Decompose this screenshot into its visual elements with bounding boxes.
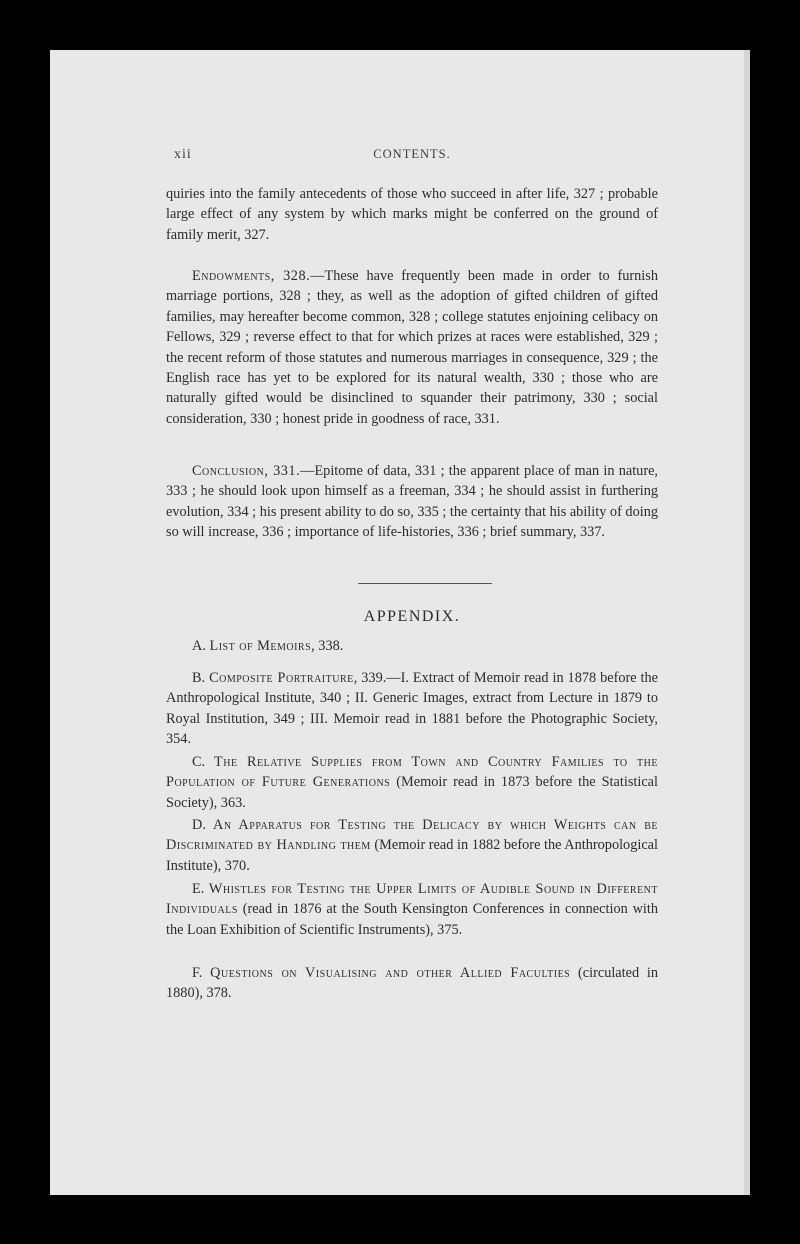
endowments-paragraph [166, 266, 658, 429]
appendix-entry-text [166, 668, 658, 750]
paragraph-continuation [166, 184, 658, 245]
appendix-entry-f [166, 963, 658, 1004]
appendix-entry-b [166, 668, 658, 750]
conclusion-heading: Conclusion, 331. [192, 463, 301, 479]
running-title: CONTENTS. [373, 147, 451, 161]
appendix-entry-text [166, 963, 658, 1004]
entry-title: The Relative Supplies from Town and Country Families to the Population of Future Generations [166, 754, 658, 791]
entry-letter: B. [192, 670, 206, 686]
entry-letter: E. [192, 881, 205, 897]
entry-letter: F. [192, 965, 203, 981]
appendix-entry-text [166, 815, 658, 876]
appendix-entry-text [166, 752, 658, 813]
page-number: xii [174, 147, 192, 162]
appendix-entry-c [166, 752, 658, 813]
endowments-heading: Endowments, 328. [192, 268, 311, 284]
entry-body: (Memoir read in 1882 before the Anthropological Institute), 370. [166, 837, 658, 874]
conclusion-body: —Epitome of data, 331 ; the apparent place of man in nature, 333 ; he should look upon himself as a freeman, 334 ; he should assist in furthering evolution, 334 ; his present ability to do so, 335 ; the certainty that his ability of doing so will increase, 336 ; importance of life-histories, 336 ; brief summary, 337. [166, 463, 659, 541]
paragraph-conclusion [166, 461, 658, 543]
entry-title: Questions on Visualising and other Allied Faculties [210, 965, 571, 981]
endowments-body: —These have frequently been made in order to furnish marriage portions, 328 ; they, as well as the adoption of gifted children of gifted families, may hereafter become common, 328 ; college statutes enjoining celibacy on Fellows, 329 ; reverse effect to that for which prizes at races were established, 329 ; the recent reform of those statutes and numerous marriages in consequence, 329 ; the English race has yet to be explored for its natural wealth, 330 ; those who are naturally gifted would be disinclined to squander their patrimony, 330 ; social consideration, 330 ; honest pride in goodness of race, 331. [166, 268, 658, 427]
appendix-entry-e [166, 879, 658, 940]
running-head [166, 147, 658, 167]
entry-title: List of Memoirs [209, 638, 312, 654]
entry-body: , 339.—I. Extract of Memoir read in 1878 before the Anthropological Institute, 340 ; II. Generic Images, extract from Lecture in 1879 to Royal Institution, 349 ; III. Memoir read in 1881 before the Photographic Society, 354. [166, 670, 659, 748]
appendix-heading: APPENDIX. [363, 608, 461, 625]
entry-body: , 338. [311, 638, 344, 654]
entry-letter: A. [192, 638, 206, 654]
entry-title: Composite Portraiture [209, 670, 354, 686]
entry-body: (Memoir read in 1873 before the Statistical Society), 363. [166, 774, 658, 811]
continuation-text: quiries into the family antecedents of those who succeed in after life, 327 ; probable large effect of any system by which marks might be conferred on the ground of family merit, 327. [166, 186, 658, 243]
entry-body: (circulated in 1880), 378. [166, 965, 659, 1002]
paragraph-endowments [166, 266, 658, 429]
appendix-entry-d [166, 815, 658, 876]
entry-letter: C. [192, 754, 206, 770]
entry-title: Whistles for Testing the Upper Limits of Audible Sound in Different Individuals [166, 881, 659, 918]
conclusion-paragraph [166, 461, 658, 543]
appendix-entry-text [166, 879, 658, 940]
appendix-entry-a [166, 636, 658, 656]
entry-body: (read in 1876 at the South Kensington Conferences in connection with the Loan Exhibition of Scientific Instruments), 375. [166, 901, 658, 938]
entry-title: An Apparatus for Testing the Delicacy by which Weights can be Discriminated by Handling them [166, 817, 659, 854]
entry-letter: D. [192, 817, 206, 833]
section-divider [358, 583, 492, 584]
appendix-entry-text [166, 636, 658, 656]
